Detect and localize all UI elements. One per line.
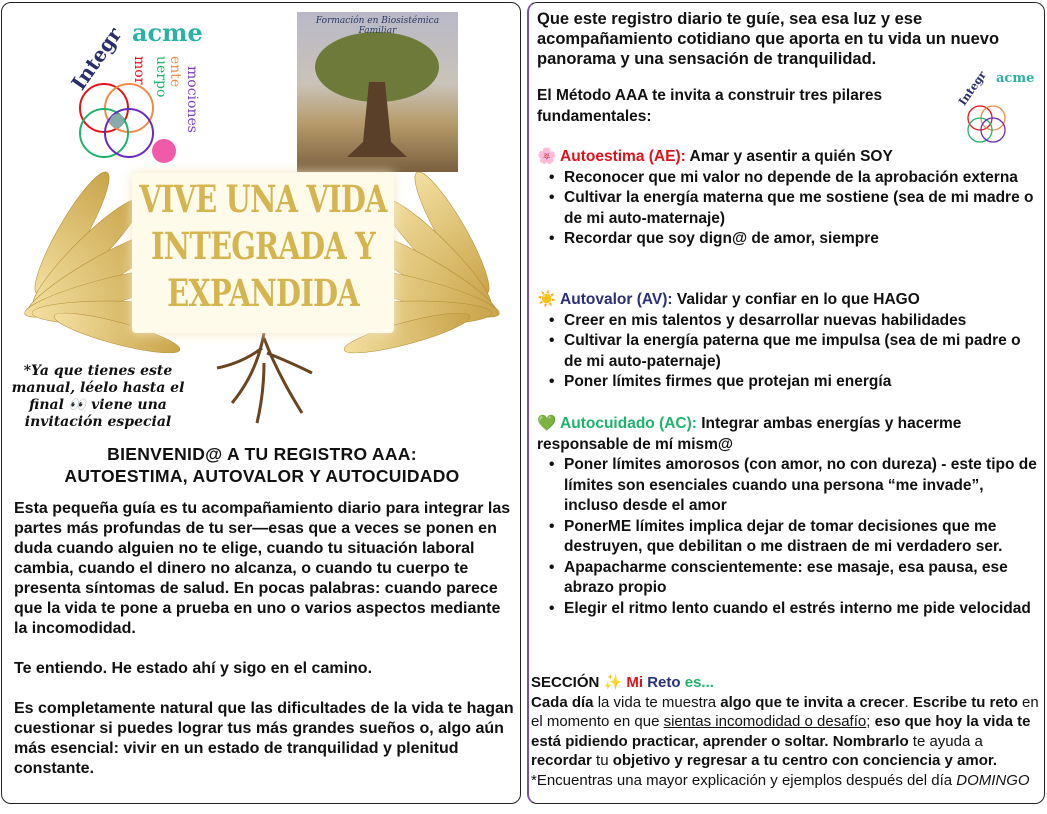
list-item: • Cultivar la energía materna que me sostiene (sea de mi madre o de mi auto-maternaje) — [537, 188, 1037, 229]
list-item: • Elegir el ritmo lento cuando el estrés interno me pide velocidad — [537, 599, 1037, 620]
integracme-logo — [64, 11, 214, 171]
tree-photo: Formación en Biosistémica Familiar — [297, 12, 458, 172]
sun-icon: ☀️ — [537, 291, 557, 308]
list-item: • Poner límites amorosos (con amor, no con dureza) - este tipo de límites son esenciales cuando una persona “me invade”, incluso desde el amor — [537, 455, 1037, 517]
list-item: • Cultivar la energía paterna que me impulsa (sea de mi padre o de mi auto-paternaje) — [537, 331, 1037, 372]
invitation-note: *Ya que tienes este manual, léelo hasta el final 👀 viene una invitación especial — [11, 363, 185, 430]
integracme-logo-small — [956, 68, 1040, 148]
list-item: • PonerME límites implica dejar de tomar decisiones que me destruyen, que debilitan o me distraen de mi verdadero ser. — [537, 517, 1037, 558]
intro-text: Esta pequeña guía es tu acompañamiento diario para integrar las partes más profundas de tu ser—esas que a veces se ponen en duda cuando alguien no te elige, cuando tu situación laboral cambia, cuando el dinero no alcanza, o cuando tu cuerpo te presenta síntomas de salud. En pocas palabras: cuando parece que la vida te pone a prueba en uno o varios aspectos mediante la incomodidad. Te entiendo. He estado ahí y sigo en el camino. Es completamente natural que las dificultades de la vida te hagan cuestionar si puedes lograr tus más grandes sueños o, algo aún más esencial: vivir en un estado de tranquilidad y plenitud constante. — [14, 500, 514, 777]
flower-icon: 🌸 — [537, 148, 557, 165]
svg-text:mor: mor — [131, 56, 147, 85]
pillar-autocuidado: 💚 Autocuidado (AC): Integrar ambas energías y hacerme responsable de mí mism@ • Poner límites amorosos (con amor, no con dureza) - este tipo de límites son esenciales cuando una persona “me invade”, incluso desde el amor • PonerME límites implica dejar de tomar decisiones que me destruyen, que debilitan o me distraen de mi verdadero ser. • Apapacharme conscientemente: ese masaje, esa pausa, ese abrazo propio • Elegir el ritmo lento cuando el estrés interno me pide velocidad — [537, 414, 1037, 619]
list-item: • Recordar que soy dign@ de amor, siempre — [537, 229, 1037, 250]
svg-text:Integr: Integr — [66, 22, 127, 95]
svg-text:mociones: mociones — [184, 66, 200, 133]
welcome-heading: BIENVENID@ A TU REGISTRO AAA: AUTOESTIMA, AUTOVALOR Y AUTOCUIDADO — [64, 444, 460, 486]
method-intro: El Método AAA te invita a construir tres pilares fundamentales: — [537, 87, 883, 125]
challenge-section: SECCIÓN ✨ Mi Reto es... Cada día la vida te muestra algo que te invita a crecer. Escribe tu reto en el momento en que sientas incomodidad o desafío; eso que hoy la vida te está pidiendo practicar, aprender o soltar. Nombrarlo te ayuda a recordar tu objetivo y regresar a tu centro con conciencia y amor. *Encuentras una mayor explicación y ejemplos después del día DOMINGO — [531, 674, 1039, 789]
svg-text:ente: ente — [167, 56, 183, 88]
hero-title: VIVE UNA VIDA INTEGRADA Y EXPANDIDA — [132, 173, 394, 333]
sparkles-icon: ✨ — [603, 674, 623, 691]
svg-text:acme: acme — [996, 71, 1035, 86]
pillar-autoestima: 🌸 Autoestima (AE): Amar y asentir a quién SOY • Reconocer que mi valor no depende de la aprobación externa • Cultivar la energía materna que me sostiene (sea de mi madre o de mi auto-maternaje) • Recordar que soy dign@ de amor, siempre — [537, 147, 1037, 250]
hero-banner — [2, 3, 522, 443]
svg-text:acme: acme — [132, 18, 203, 47]
list-item: • Poner límites firmes que protejan mi energía — [537, 372, 1037, 393]
left-page — [1, 2, 521, 804]
list-item: • Reconocer que mi valor no depende de la aprobación externa — [537, 168, 1037, 189]
svg-text:Integr: Integr — [956, 68, 989, 108]
pillar-autovalor: ☀️ Autovalor (AV): Validar y confiar en lo que HAGO • Creer en mis talentos y desarrollar nuevas habilidades • Cultivar la energía paterna que me impulsa (sea de mi padre o de mi auto-paternaje) • Poner límites firmes que protejan mi energía — [537, 290, 1037, 393]
intro-statement: Que este registro diario te guíe, sea esa luz y ese acompañamiento cotidiano que aporta en tu vida un nuevo panorama y una sensación de tranquilidad. — [537, 10, 1000, 68]
svg-text:uerpo: uerpo — [153, 56, 169, 98]
list-item: • Apapacharme conscientemente: ese masaje, esa pausa, ese abrazo propio — [537, 558, 1037, 599]
list-item: • Creer en mis talentos y desarrollar nuevas habilidades — [537, 311, 1037, 332]
green-heart-icon: 💚 — [537, 415, 557, 432]
